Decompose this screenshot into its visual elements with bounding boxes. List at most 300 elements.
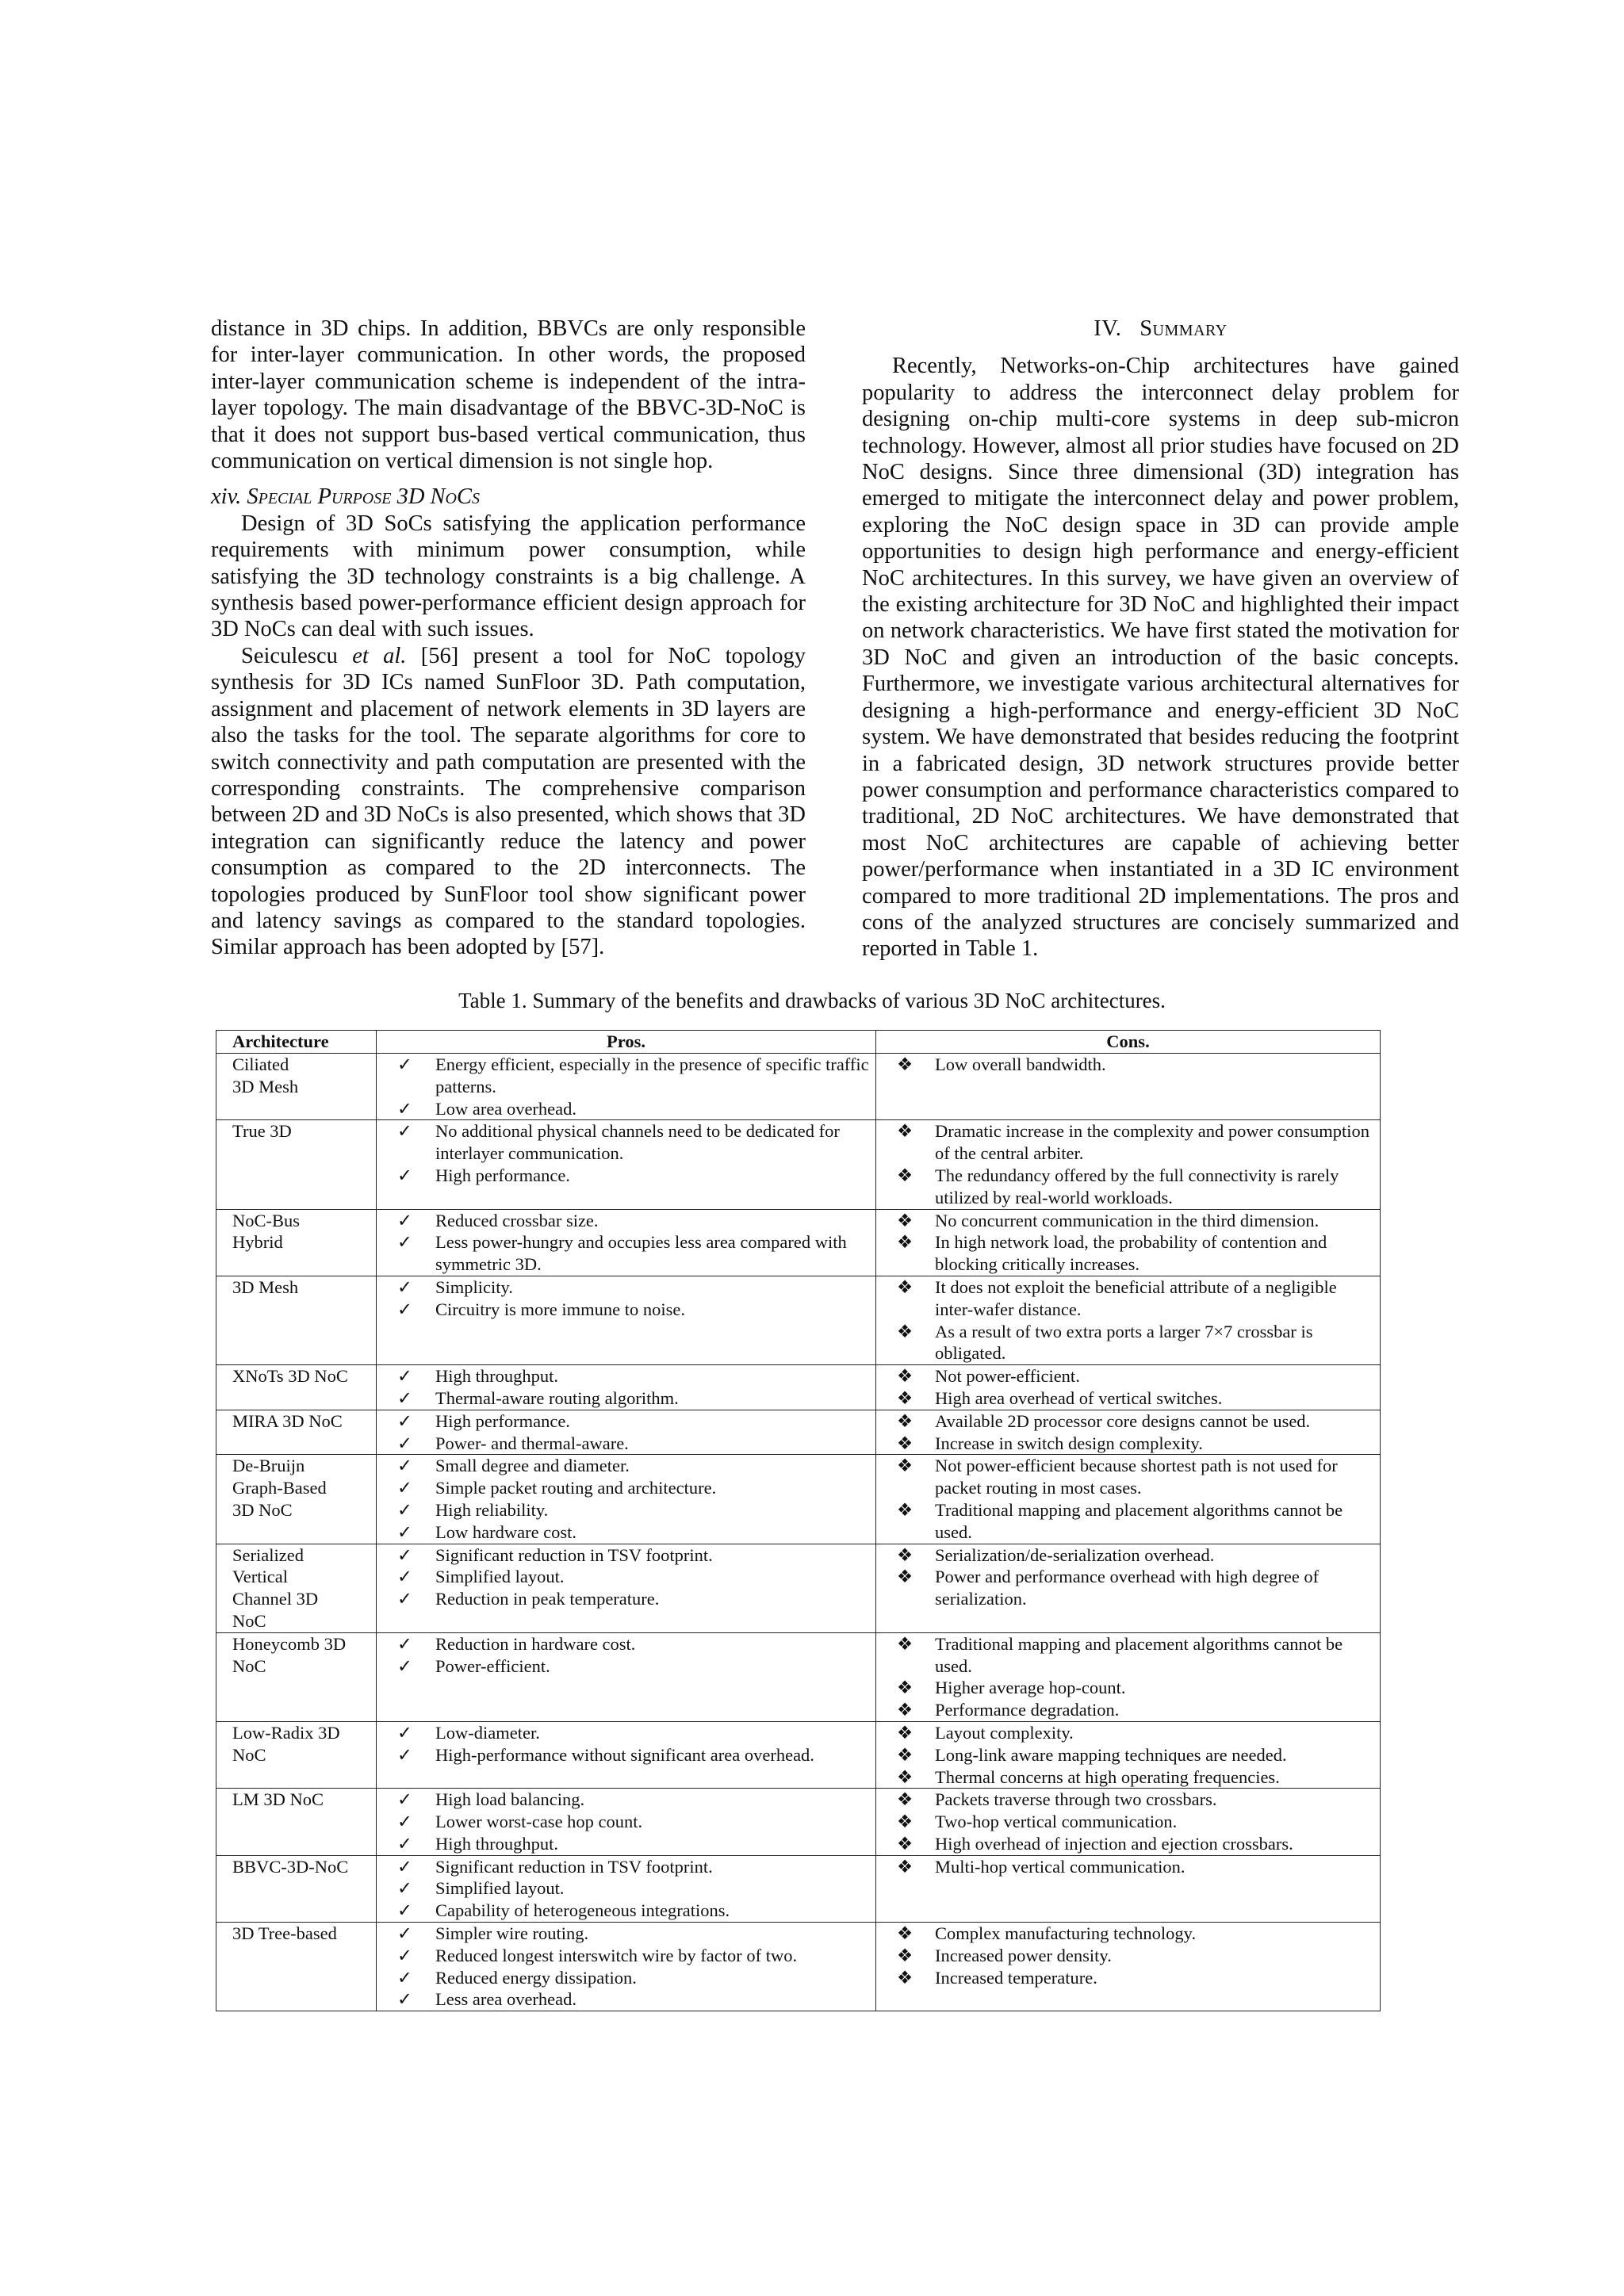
con-list <box>879 1276 1377 1364</box>
pro-item <box>380 1477 872 1499</box>
architecture-cell <box>216 1544 377 1632</box>
check-icon: ✓ <box>397 1544 412 1565</box>
architecture-name-line: NoC <box>232 1655 266 1676</box>
con-item <box>879 1633 1377 1678</box>
check-icon: ✓ <box>397 1387 412 1408</box>
con-text: Low overall bandwidth. <box>935 1054 1106 1074</box>
con-item <box>879 1856 1377 1878</box>
con-list <box>879 1365 1377 1410</box>
section-number: IV. <box>1094 316 1122 341</box>
check-icon: ✓ <box>397 1923 412 1944</box>
con-text: As a result of two extra ports a larger 7×7 crossbar is obligated. <box>935 1321 1313 1364</box>
subsection-heading <box>211 484 806 510</box>
et-al: et al. <box>352 643 407 668</box>
diamond-bullet-icon: ❖ <box>897 1544 914 1565</box>
pro-item <box>380 1923 872 1945</box>
left-paragraph-3-body: [56] present a tool for NoC topology synthesis for 3D ICs named SunFloor 3D. Path computation, assignment and placement of network elements in 3D layers are also the tasks for the tool. The separate algorithms for core to switch connectivity and path computation are presented with the corresponding constraints. The comprehensive comparison between 2D and 3D NoCs is also presented, which shows that 3D integration can significantly reduce the latency and power consumption as compared to the 2D interconnects. The topologies produced by SunFloor tool show significant power and latency savings as compared to the standard topologies. Similar approach has been adopted by [57]. <box>211 643 806 960</box>
pro-text: Simplified layout. <box>435 1567 565 1587</box>
diamond-bullet-icon: ❖ <box>897 1210 914 1230</box>
architecture-cell <box>216 1365 377 1410</box>
architecture-cell <box>216 1455 377 1544</box>
pro-list <box>380 1789 872 1854</box>
diamond-bullet-icon: ❖ <box>897 1387 914 1408</box>
diamond-bullet-icon: ❖ <box>897 1700 914 1720</box>
diamond-bullet-icon: ❖ <box>897 1433 914 1453</box>
cons-cell <box>876 1276 1381 1364</box>
check-icon: ✓ <box>397 1054 412 1074</box>
pro-text: Reduced crossbar size. <box>435 1210 599 1230</box>
pro-list <box>380 1856 872 1922</box>
check-icon: ✓ <box>397 1967 412 1988</box>
check-icon: ✓ <box>397 1456 412 1476</box>
pros-cell <box>377 1923 876 2011</box>
architecture-name-line: MIRA 3D NoC <box>232 1410 343 1431</box>
diamond-bullet-icon: ❖ <box>897 1567 914 1587</box>
cons-cell <box>876 1632 1381 1721</box>
check-icon: ✓ <box>397 1098 412 1119</box>
table-row <box>216 1721 1381 1788</box>
architecture-cell <box>216 1054 377 1120</box>
pro-text: Circuitry is more immune to noise. <box>435 1299 685 1319</box>
pro-text: Reduced energy dissipation. <box>435 1967 637 1988</box>
con-text: High overhead of injection and ejection crossbars. <box>935 1833 1293 1854</box>
con-list <box>879 1210 1377 1276</box>
pro-text: Simplicity. <box>435 1276 513 1297</box>
table-row <box>216 1276 1381 1364</box>
check-icon: ✓ <box>397 1499 412 1520</box>
pro-item <box>380 1633 872 1655</box>
pro-text: Less power-hungry and occupies less area compared with symmetric 3D. <box>435 1232 847 1275</box>
pro-item <box>380 1276 872 1299</box>
diamond-bullet-icon: ❖ <box>897 1766 914 1787</box>
pro-text: High load balancing. <box>435 1789 585 1810</box>
con-item <box>879 1544 1377 1567</box>
pro-item <box>380 1655 872 1678</box>
pro-list <box>380 1923 872 2011</box>
con-list <box>879 1120 1377 1208</box>
con-text: Long-link aware mapping techniques are needed. <box>935 1744 1287 1765</box>
pro-item <box>380 1299 872 1321</box>
cons-cell <box>876 1410 1381 1455</box>
pro-text: Reduced longest interswitch wire by factor of two. <box>435 1945 798 1965</box>
con-text: No concurrent communication in the third dimension. <box>935 1210 1320 1230</box>
con-item <box>879 1923 1377 1945</box>
pro-list <box>380 1120 872 1186</box>
pro-text: Significant reduction in TSV footprint. <box>435 1544 713 1565</box>
author-name: Seiculescu <box>241 643 353 668</box>
pro-item <box>380 1833 872 1855</box>
con-item <box>879 1499 1377 1544</box>
pros-cell <box>377 1365 876 1410</box>
con-text: Not power-efficient. <box>935 1366 1080 1387</box>
architecture-name-line: Ciliated <box>232 1054 289 1074</box>
pro-text: Capability of heterogeneous integrations. <box>435 1900 730 1921</box>
con-item <box>879 1677 1377 1699</box>
cons-cell <box>876 1544 1381 1632</box>
table-row <box>216 1410 1381 1455</box>
table-row <box>216 1455 1381 1544</box>
table-caption: Table 1. Summary of the benefits and drawbacks of various 3D NoC architectures. <box>458 989 1166 1012</box>
pro-list <box>380 1210 872 1276</box>
con-text: Layout complexity. <box>935 1722 1074 1743</box>
diamond-bullet-icon: ❖ <box>897 1722 914 1743</box>
pros-cell <box>377 1721 876 1788</box>
check-icon: ✓ <box>397 1833 412 1854</box>
pros-cell <box>377 1455 876 1544</box>
left-column <box>211 316 806 961</box>
check-icon: ✓ <box>397 1165 412 1185</box>
pro-item <box>380 1165 872 1187</box>
pro-item <box>380 1856 872 1878</box>
con-item <box>879 1120 1377 1165</box>
table-row <box>216 1855 1381 1922</box>
pro-list <box>380 1365 872 1410</box>
pro-text: High-performance without significant area overhead. <box>435 1744 814 1765</box>
table-row <box>216 1209 1381 1276</box>
con-text: Complex manufacturing technology. <box>935 1923 1197 1944</box>
pro-item <box>380 1744 872 1766</box>
architecture-name-line: Serialized <box>232 1544 304 1565</box>
diamond-bullet-icon: ❖ <box>897 1410 914 1431</box>
header-cons: Cons. <box>876 1031 1381 1054</box>
cons-cell <box>876 1789 1381 1855</box>
architecture-name-line: Hybrid <box>232 1232 283 1253</box>
pro-text: High throughput. <box>435 1366 558 1387</box>
architecture-name-line: 3D Mesh <box>232 1276 299 1297</box>
check-icon: ✓ <box>397 1589 412 1609</box>
con-item <box>879 1789 1377 1811</box>
diamond-bullet-icon: ❖ <box>897 1165 914 1185</box>
pro-text: Lower worst-case hop count. <box>435 1812 643 1832</box>
pro-item <box>380 1967 872 1989</box>
cons-cell <box>876 1054 1381 1120</box>
check-icon: ✓ <box>397 1789 412 1810</box>
check-icon: ✓ <box>397 1856 412 1877</box>
pros-cell <box>377 1054 876 1120</box>
con-list <box>879 1856 1377 1878</box>
con-item <box>879 1387 1377 1410</box>
pro-list <box>380 1455 872 1543</box>
check-icon: ✓ <box>397 1722 412 1743</box>
pro-text: Simplified layout. <box>435 1878 565 1899</box>
con-item <box>879 1455 1377 1499</box>
header-pros: Pros. <box>377 1031 876 1054</box>
pro-text: Power-efficient. <box>435 1655 550 1676</box>
con-text: Increase in switch design complexity. <box>935 1433 1203 1453</box>
left-paragraph-3 <box>211 643 806 961</box>
con-item <box>879 1722 1377 1744</box>
architecture-name-line: 3D NoC <box>232 1499 293 1520</box>
pro-text: Energy efficient, especially in the presence of specific traffic patterns. <box>435 1054 869 1096</box>
architecture-name-line: 3D Mesh <box>232 1076 299 1096</box>
diamond-bullet-icon: ❖ <box>897 1678 914 1698</box>
diamond-bullet-icon: ❖ <box>897 1366 914 1387</box>
pro-list <box>380 1410 872 1455</box>
cons-cell <box>876 1855 1381 1922</box>
pros-cell <box>377 1410 876 1455</box>
table-body <box>216 1054 1381 2011</box>
con-list <box>879 1789 1377 1854</box>
diamond-bullet-icon: ❖ <box>897 1633 914 1654</box>
pro-item <box>380 1054 872 1098</box>
con-item <box>879 1811 1377 1833</box>
section-title: Summary <box>1139 316 1228 341</box>
architecture-name-line: De-Bruijn <box>232 1456 305 1476</box>
con-item <box>879 1410 1377 1433</box>
pro-item <box>380 1521 872 1544</box>
architecture-name-line: True 3D <box>232 1121 292 1142</box>
diamond-bullet-icon: ❖ <box>897 1744 914 1765</box>
cons-cell <box>876 1365 1381 1410</box>
con-item <box>879 1945 1377 1967</box>
architecture-name-line: Vertical <box>232 1567 288 1587</box>
pros-cell <box>377 1789 876 1855</box>
con-list <box>879 1054 1377 1076</box>
table-row <box>216 1789 1381 1855</box>
right-column <box>862 316 1459 962</box>
pro-item <box>380 1499 872 1521</box>
con-item <box>879 1276 1377 1321</box>
check-icon: ✓ <box>397 1633 412 1654</box>
pro-text: Low area overhead. <box>435 1098 577 1119</box>
con-text: Power and performance overhead with high degree of serialization. <box>935 1567 1320 1609</box>
con-text: Traditional mapping and placement algorithms cannot be used. <box>935 1499 1343 1542</box>
pro-item <box>380 1722 872 1744</box>
architecture-name-line: XNoTs 3D NoC <box>232 1366 348 1387</box>
pro-list <box>380 1633 872 1678</box>
check-icon: ✓ <box>397 1567 412 1587</box>
pro-item <box>380 1387 872 1410</box>
architecture-cell <box>216 1721 377 1788</box>
check-icon: ✓ <box>397 1900 412 1921</box>
con-item <box>879 1231 1377 1276</box>
pro-list <box>380 1276 872 1321</box>
check-icon: ✓ <box>397 1299 412 1319</box>
pro-item <box>380 1588 872 1610</box>
cons-cell <box>876 1721 1381 1788</box>
pro-item <box>380 1455 872 1477</box>
con-text: Performance degradation. <box>935 1700 1120 1720</box>
con-list <box>879 1722 1377 1788</box>
check-icon: ✓ <box>397 1878 412 1899</box>
architecture-cell <box>216 1120 377 1209</box>
pro-item <box>380 1877 872 1900</box>
architecture-cell <box>216 1276 377 1364</box>
check-icon: ✓ <box>397 1232 412 1253</box>
pro-text: High reliability. <box>435 1499 549 1520</box>
pro-item <box>380 1210 872 1232</box>
cons-cell <box>876 1923 1381 2011</box>
pro-text: Significant reduction in TSV footprint. <box>435 1856 713 1877</box>
architecture-name-line: NoC-Bus <box>232 1210 301 1230</box>
table-row <box>216 1054 1381 1120</box>
table-row <box>216 1120 1381 1209</box>
con-text: Increased power density. <box>935 1945 1112 1965</box>
diamond-bullet-icon: ❖ <box>897 1456 914 1476</box>
left-paragraph-2: Design of 3D SoCs satisfying the application performance requirements with minimum power consumption, while satisfying the 3D technology constraints is a big challenge. A synthesis based power-performance efficient design approach for 3D NoCs can deal with such issues. <box>211 511 806 642</box>
pro-text: High performance. <box>435 1410 570 1431</box>
pro-item <box>380 1433 872 1455</box>
con-item <box>879 1566 1377 1610</box>
pros-cell <box>377 1120 876 1209</box>
con-list <box>879 1633 1377 1721</box>
pro-text: Low-diameter. <box>435 1722 540 1743</box>
check-icon: ✓ <box>397 1744 412 1765</box>
con-item <box>879 1165 1377 1209</box>
pro-text: No additional physical channels need to be dedicated for interlayer communication. <box>435 1121 840 1164</box>
pro-item <box>380 1231 872 1276</box>
header-architecture: Architecture <box>216 1031 377 1054</box>
con-item <box>879 1210 1377 1232</box>
pros-cell <box>377 1209 876 1276</box>
con-item <box>879 1766 1377 1789</box>
pro-text: High throughput. <box>435 1833 558 1854</box>
pro-text: Simple packet routing and architecture. <box>435 1478 717 1498</box>
architecture-cell <box>216 1923 377 2011</box>
diamond-bullet-icon: ❖ <box>897 1789 914 1810</box>
con-text: Thermal concerns at high operating frequencies. <box>935 1766 1280 1787</box>
architecture-name-line: 3D Tree-based <box>232 1923 337 1944</box>
pro-item <box>380 1566 872 1588</box>
pro-text: Small degree and diameter. <box>435 1456 630 1476</box>
check-icon: ✓ <box>397 1366 412 1387</box>
pro-text: Power- and thermal-aware. <box>435 1433 629 1453</box>
pros-cell <box>377 1855 876 1922</box>
con-text: Dramatic increase in the complexity and power consumption of the central arbiter. <box>935 1121 1369 1164</box>
con-item <box>879 1833 1377 1855</box>
diamond-bullet-icon: ❖ <box>897 1967 914 1988</box>
check-icon: ✓ <box>397 1945 412 1965</box>
pro-item <box>380 1988 872 2011</box>
con-text: Increased temperature. <box>935 1967 1097 1988</box>
architecture-name-line: NoC <box>232 1744 266 1765</box>
con-text: Two-hop vertical communication. <box>935 1812 1178 1832</box>
pro-item <box>380 1410 872 1433</box>
check-icon: ✓ <box>397 1276 412 1297</box>
pro-text: Thermal-aware routing algorithm. <box>435 1387 679 1408</box>
section-heading <box>862 316 1459 342</box>
left-paragraph-1: distance in 3D chips. In addition, BBVCs are only responsible for inter-layer communication. In other words, the proposed inter-layer communication scheme is independent of the intra-layer topology. The main disadvantage of the BBVC-3D-NoC is that it does not support bus-based vertical communication, thus communication on vertical dimension is not single hop. <box>211 316 806 474</box>
pro-item <box>380 1811 872 1833</box>
check-icon: ✓ <box>397 1812 412 1832</box>
check-icon: ✓ <box>397 1410 412 1431</box>
architecture-cell <box>216 1855 377 1922</box>
diamond-bullet-icon: ❖ <box>897 1054 914 1074</box>
con-item <box>879 1365 1377 1387</box>
diamond-bullet-icon: ❖ <box>897 1232 914 1253</box>
con-list <box>879 1923 1377 1988</box>
diamond-bullet-icon: ❖ <box>897 1276 914 1297</box>
con-list <box>879 1544 1377 1610</box>
diamond-bullet-icon: ❖ <box>897 1499 914 1520</box>
check-icon: ✓ <box>397 1989 412 2010</box>
summary-paragraph: Recently, Networks-on-Chip architectures have gained popularity to address the interconnect delay problem for designing on-chip multi-core systems in deep sub-micron technology. However, almost all prior studies have focused on 2D NoC designs. Since three dimensional (3D) integration has emerged to mitigate the interconnect delay and power problem, exploring the NoC design space in 3D can provide ample opportunities to design high performance and energy-efficient NoC architectures. In this survey, we have given an overview of the existing architecture for 3D NoC and highlighted their impact on network characteristics. We have first stated the motivation for 3D NoC and given an introduction of the basic concepts. Furthermore, we investigate various architectural alternatives for designing a high-performance and energy-efficient 3D NoC system. We have demonstrated that besides reducing the footprint in a fabricated design, 3D network structures provide better power consumption and performance characteristics compared to traditional, 2D NoC architectures. We have demonstrated that most NoC architectures are capable of achieving better power/performance when instantiated in a 3D IC environment compared to more traditional 2D implementations. The pros and cons of the analyzed structures are concisely summarized and reported in Table 1. <box>862 354 1459 962</box>
pro-item <box>380 1900 872 1922</box>
diamond-bullet-icon: ❖ <box>897 1923 914 1944</box>
check-icon: ✓ <box>397 1655 412 1676</box>
table-row <box>216 1365 1381 1410</box>
con-text: Available 2D processor core designs cannot be used. <box>935 1410 1311 1431</box>
pros-cell <box>377 1632 876 1721</box>
con-text: High area overhead of vertical switches. <box>935 1387 1223 1408</box>
pro-item <box>380 1945 872 1967</box>
con-item <box>879 1054 1377 1076</box>
diamond-bullet-icon: ❖ <box>897 1121 914 1142</box>
cons-cell <box>876 1209 1381 1276</box>
pro-item <box>380 1544 872 1567</box>
architecture-cell <box>216 1632 377 1721</box>
con-list <box>879 1410 1377 1455</box>
architecture-name-line: Honeycomb 3D <box>232 1633 347 1654</box>
architecture-cell <box>216 1789 377 1855</box>
pro-text: Low hardware cost. <box>435 1521 577 1542</box>
check-icon: ✓ <box>397 1121 412 1142</box>
table-row <box>216 1923 1381 2011</box>
check-icon: ✓ <box>397 1521 412 1542</box>
architecture-name-line: Low-Radix 3D <box>232 1722 340 1743</box>
diamond-bullet-icon: ❖ <box>897 1945 914 1965</box>
con-item <box>879 1967 1377 1989</box>
architecture-name-line: NoC <box>232 1610 266 1631</box>
cons-cell <box>876 1455 1381 1544</box>
con-text: Packets traverse through two crossbars. <box>935 1789 1217 1810</box>
con-text: It does not exploit the beneficial attribute of a negligible inter-wafer distance. <box>935 1276 1337 1319</box>
con-list <box>879 1455 1377 1543</box>
architecture-name-line: Graph-Based <box>232 1478 327 1498</box>
pro-text: Less area overhead. <box>435 1989 577 2010</box>
con-text: Serialization/de-serialization overhead. <box>935 1544 1215 1565</box>
pro-item <box>380 1365 872 1387</box>
diamond-bullet-icon: ❖ <box>897 1856 914 1877</box>
pro-text: Simpler wire routing. <box>435 1923 589 1944</box>
con-text: The redundancy offered by the full connectivity is rarely utilized by real-world workloads. <box>935 1165 1339 1207</box>
pros-cell <box>377 1544 876 1632</box>
summary-table <box>216 1030 1381 2011</box>
con-item <box>879 1699 1377 1721</box>
table-row <box>216 1544 1381 1632</box>
con-text: In high network load, the probability of contention and blocking critically increases. <box>935 1232 1327 1275</box>
con-item <box>879 1433 1377 1455</box>
table-header-row <box>216 1031 1381 1054</box>
cons-cell <box>876 1120 1381 1209</box>
check-icon: ✓ <box>397 1478 412 1498</box>
pro-item <box>380 1098 872 1120</box>
architecture-name-line: BBVC-3D-NoC <box>232 1856 349 1877</box>
check-icon: ✓ <box>397 1433 412 1453</box>
architecture-cell <box>216 1410 377 1455</box>
pros-cell <box>377 1276 876 1364</box>
architecture-cell <box>216 1209 377 1276</box>
con-item <box>879 1744 1377 1766</box>
con-text: Traditional mapping and placement algorithms cannot be used. <box>935 1633 1343 1676</box>
pro-list <box>380 1054 872 1119</box>
pro-text: Reduction in hardware cost. <box>435 1633 636 1654</box>
pro-item <box>380 1789 872 1811</box>
subsection-title: Special Purpose 3D NoCs <box>247 484 480 510</box>
con-text: Higher average hop-count. <box>935 1678 1126 1698</box>
pro-text: High performance. <box>435 1165 570 1185</box>
pro-item <box>380 1120 872 1165</box>
con-text: Multi-hop vertical communication. <box>935 1856 1185 1877</box>
architecture-name-line: Channel 3D <box>232 1589 319 1609</box>
con-text: Not power-efficient because shortest path is not used for packet routing in most cases. <box>935 1456 1338 1498</box>
diamond-bullet-icon: ❖ <box>897 1321 914 1341</box>
diamond-bullet-icon: ❖ <box>897 1812 914 1832</box>
pro-list <box>380 1722 872 1766</box>
check-icon: ✓ <box>397 1210 412 1230</box>
pro-list <box>380 1544 872 1610</box>
architecture-name-line: LM 3D NoC <box>232 1789 324 1810</box>
